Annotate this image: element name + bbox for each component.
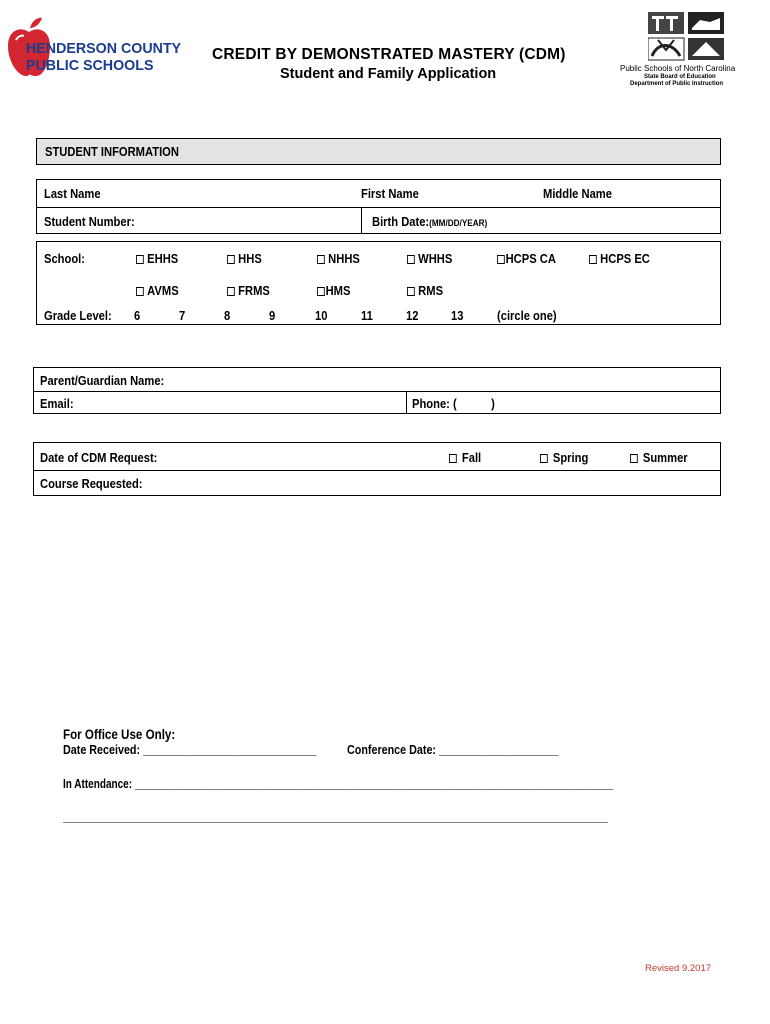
hcps-logo (6, 16, 206, 80)
term-option-label: Spring (552, 450, 589, 465)
checkbox-icon (630, 454, 638, 463)
divider (406, 391, 407, 414)
school-option-hcps-ca[interactable] (497, 251, 556, 266)
grade-option-12[interactable]: 12 (406, 308, 419, 323)
grade-option-13[interactable]: 13 (451, 308, 464, 323)
term-option-spring[interactable] (540, 450, 588, 465)
school-option-label: NHHS (328, 251, 360, 266)
phone-field[interactable] (412, 396, 495, 411)
cdm-request-date-field[interactable]: Date of CDM Request: (40, 450, 158, 465)
dpi-line1: Public Schools of North Carolina (620, 64, 736, 73)
dpi-line3: Department of Public Instruction (630, 81, 724, 87)
phone-label: Phone: ( (412, 396, 457, 411)
divider (33, 391, 721, 392)
term-option-label: Summer (642, 450, 688, 465)
school-option-frms[interactable] (227, 283, 270, 298)
term-option-summer[interactable] (630, 450, 688, 465)
student-number-field[interactable]: Student Number: (44, 214, 135, 229)
in-attendance-field[interactable]: In Attendance: ______________________________________________________________________________________ (63, 777, 614, 791)
dpi-line2: State Board of Education (644, 74, 716, 80)
district-name-line1: HENDERSON COUNTY (26, 40, 182, 57)
grade-option-9[interactable]: 9 (269, 308, 276, 323)
checkbox-icon (449, 454, 457, 463)
parent-name-field[interactable]: Parent/Guardian Name: (40, 373, 165, 388)
school-option-hms[interactable] (317, 283, 350, 298)
grade-option-6[interactable]: 6 (134, 308, 141, 323)
checkbox-icon (136, 287, 144, 296)
school-option-label: HHS (238, 251, 262, 266)
page-title: CREDIT BY DEMONSTRATED MASTERY (CDM) (212, 46, 566, 63)
school-option-avms[interactable] (136, 283, 179, 298)
school-option-hhs[interactable] (227, 251, 262, 266)
office-use-title: For Office Use Only: (63, 727, 176, 742)
checkbox-icon (317, 287, 325, 296)
divider (361, 207, 362, 234)
revised-note: Revised 9.2017 (645, 963, 712, 974)
checkbox-icon (497, 255, 505, 264)
grade-option-11[interactable]: 11 (361, 308, 373, 323)
school-option-nhhs[interactable] (317, 251, 360, 266)
school-option-label: HCPS CA (505, 251, 556, 266)
divider (33, 470, 721, 471)
school-option-label: AVMS (147, 283, 179, 298)
course-requested-field[interactable]: Course Requested: (40, 476, 143, 491)
district-name-line2: PUBLIC SCHOOLS (26, 57, 154, 74)
school-option-label: FRMS (238, 283, 270, 298)
birth-date-label: Birth Date: (372, 214, 430, 229)
date-received-field[interactable]: Date Received: _____________________________ (63, 743, 317, 757)
birth-date-format: (MM/DD/YEAR) (429, 218, 488, 229)
school-label: School: (44, 251, 85, 266)
school-option-label: HCPS EC (600, 251, 650, 266)
school-option-label: HMS (325, 283, 351, 298)
last-name-field[interactable]: Last Name (44, 186, 101, 201)
conference-date-field[interactable]: Conference Date: ____________________ (347, 743, 559, 757)
grade-level-label: Grade Level: (44, 308, 112, 323)
first-name-field[interactable]: First Name (361, 186, 419, 201)
nc-dpi-emblem-icon (648, 12, 724, 62)
email-field[interactable]: Email: (40, 396, 74, 411)
checkbox-icon (540, 454, 548, 463)
checkbox-icon (227, 287, 235, 296)
page-subtitle: Student and Family Application (280, 66, 497, 82)
checkbox-icon (589, 255, 597, 264)
school-option-whhs[interactable] (407, 251, 452, 266)
grade-option-7[interactable]: 7 (179, 308, 186, 323)
checkbox-icon (407, 255, 415, 264)
section-title: STUDENT INFORMATION (45, 144, 179, 159)
attendance-extra-line[interactable]: __________________________________________________________________________________________________ (63, 810, 609, 824)
checkbox-icon (317, 255, 325, 264)
school-option-hcps-ec[interactable] (589, 251, 650, 266)
phone-close: ) (491, 396, 495, 411)
school-option-label: EHHS (147, 251, 179, 266)
school-option-rms[interactable] (407, 283, 443, 298)
school-option-label: WHHS (418, 251, 453, 266)
checkbox-icon (136, 255, 144, 264)
checkbox-icon (227, 255, 235, 264)
grade-option-10[interactable]: 10 (315, 308, 328, 323)
checkbox-icon (407, 287, 415, 296)
term-option-fall[interactable] (449, 450, 481, 465)
birth-date-field[interactable] (372, 214, 487, 229)
term-option-label: Fall (461, 450, 482, 465)
student-info-header (36, 138, 721, 165)
school-option-label: RMS (418, 283, 444, 298)
circle-one-note: (circle one) (497, 308, 557, 323)
grade-option-8[interactable]: 8 (224, 308, 231, 323)
middle-name-field[interactable]: Middle Name (543, 186, 612, 201)
divider (36, 207, 721, 208)
dpi-logo (620, 12, 760, 86)
school-option-ehhs[interactable] (136, 251, 178, 266)
